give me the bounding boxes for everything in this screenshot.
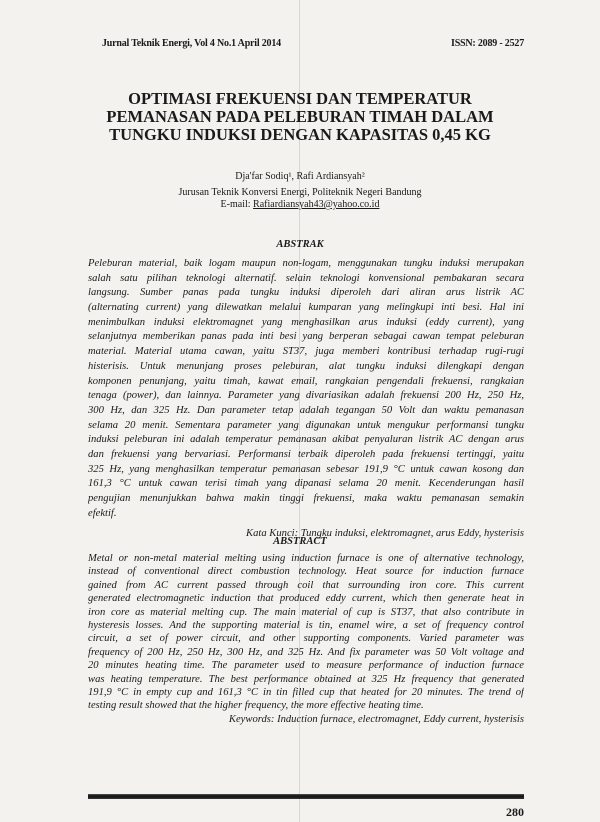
abstrak-line: 161,3 °C untuk cawan terisi timah yang dipanasi selama 20 menit. Kecenderungan hasil (88, 478, 524, 490)
email-line (80, 199, 520, 210)
abstrak-line: 325 Hz, yang menghasilkan temperatur pemanasan sebesar 191,9 °C untuk cawan kosong dan (88, 463, 524, 475)
abstrak-line: efektif. (88, 507, 117, 519)
abstract-line: generated electromagnetic induction that produced eddy current, which then generate heat in (88, 593, 524, 605)
abstrak-line: selanjutnya memberikan panas pada inti besi yang berperan sebagai cawan tempat peleburan (88, 331, 524, 343)
abstrak-line: material. Material utama cawan, yaitu ST37, juga memberi kontribusi terhadap rugi-rugi (88, 346, 524, 358)
abstrak-line: salah satu pilihan teknologi alternatif. selain teknologi konvensional pembakaran secara (88, 272, 524, 284)
abstrak-line: 300 Hz, dan 325 Hz. Dan parameter tetap adalah tegangan 50 Volt dan waktu pemanasan (88, 404, 524, 416)
abstrak-line: (alternating current) yang dilewatkan melalui kumparan yang melingkupi inti besi. Hal ini (88, 302, 524, 314)
title-line: PEMANASAN PADA PELEBURAN TIMAH DALAM (106, 107, 494, 126)
abstrak-line: dan frekuensi yang bervariasi. Performansi terbaik diperoleh pada frekuensi tertinggi, yaitu (88, 448, 524, 460)
abstract-line: 20 minutes heating time. The parameter used to measure performance of induction furnace (88, 660, 524, 672)
title-line: TUNGKU INDUKSI DENGAN KAPASITAS 0,45 KG (109, 125, 491, 144)
page-number: 280 (506, 805, 524, 819)
abstract-line: Metal or non-metal material melting using induction furnace is one of alternative technology, (88, 553, 524, 564)
abstrak-line: histerisis. Untuk menunjang proses peleburan, alat tungku induksi dilengkapi dengan (88, 360, 524, 372)
abstract-line: testing result showed that the higher frequency, the more effective heating time. (88, 700, 424, 712)
affiliation: Jurusan Teknik Konversi Energi, Politeknik Negeri Bandung (178, 187, 422, 198)
abstrak-body (88, 257, 524, 521)
abstrak-line: pengujian menunjukkan bahwa makin tinggi frekuensi, maka waktu pemanasan semakin (88, 493, 524, 504)
abstrak-line: langsung. Sumber panas pada tungku induksi diperoleh dari aliran arus listrik AC (88, 287, 524, 299)
abstract-line: gained from AC current passed through coil that surrounding iron core. This current (88, 579, 524, 591)
abstract-line: frequency of 200 Hz, 250 Hz, 300 Hz, and 325 Hz. And fix parameter was 50 Volt voltage and (88, 646, 524, 658)
footer-rule (88, 794, 524, 799)
abstract-line: circuit, a set of power circuit, and other supporting components. Varied parameter was (88, 633, 524, 645)
abstrak-line: komponen penunjang, yaitu timah, kawat email, rangkaian pengendali frekuensi, rangkaian (88, 375, 524, 387)
issn-header: ISSN: 2089 - 2527 (451, 38, 524, 49)
abstract-line: iron core as material melting cup. The main material of cup is ST37, that also contribute in (88, 606, 524, 618)
abstrak-heading: ABSTRAK (276, 239, 324, 250)
abstrak-line: Peleburan material, baik logam maupun non-logam, menggunakan tungku induksi merupakan (88, 258, 524, 269)
abstract-line: 191,9 °C in empty cup and 161,3 °C in tin filled cup that heated for 20 minutes. The trend of (88, 686, 524, 698)
abstract-line: was heating temperature. The best performance obtained at 325 Hz frequency that generated (88, 673, 524, 685)
title-line: OPTIMASI FREKUENSI DAN TEMPERATUR (128, 89, 472, 108)
abstrak-line: selama 20 menit. Sementara parameter yang digunakan untuk mengukur performansi tungku (88, 419, 524, 431)
paper-title (80, 90, 520, 144)
abstrak-line: menimbulkan induksi elektromagnet yang menghasilkan arus induksi (eddy current), yang (88, 316, 524, 328)
journal-header: Jurnal Teknik Energi, Vol 4 No.1 April 2014 (102, 38, 281, 49)
abstrak-line: tenaga (power), dan lainnya. Parameter yang divariasikan adalah frekuensi 200 Hz, 250 Hz, (88, 390, 524, 402)
authors: Dja'far Sodiq¹, Rafi Ardiansyah² (235, 171, 365, 182)
abstrak-line: induksi peleburan ini adalah temperatur pemanasan akibat penyaluran listrik AC dengan arus (88, 434, 524, 446)
abstrak-keywords: Kata Kunci: Tungku induksi, elektromagnet, arus Eddy, hysterisis (246, 528, 524, 539)
abstract-line: instead of conventional direct combustion technology. Heat source for induction furnace (88, 566, 524, 578)
abstract-line: hysteresis losses. And the supporting material is tin, enamel wire, a set of frequency control (88, 619, 524, 631)
abstract-keywords: Keywords: Induction furnace, electromagnet, Eddy current, hysterisis (228, 714, 524, 725)
email-label: E-mail: (220, 199, 251, 210)
abstract-body (88, 552, 524, 713)
abstract-heading: ABSTRACT (273, 536, 327, 547)
email-link[interactable]: Rafiardiansyah43@yahoo.co.id (253, 199, 380, 210)
